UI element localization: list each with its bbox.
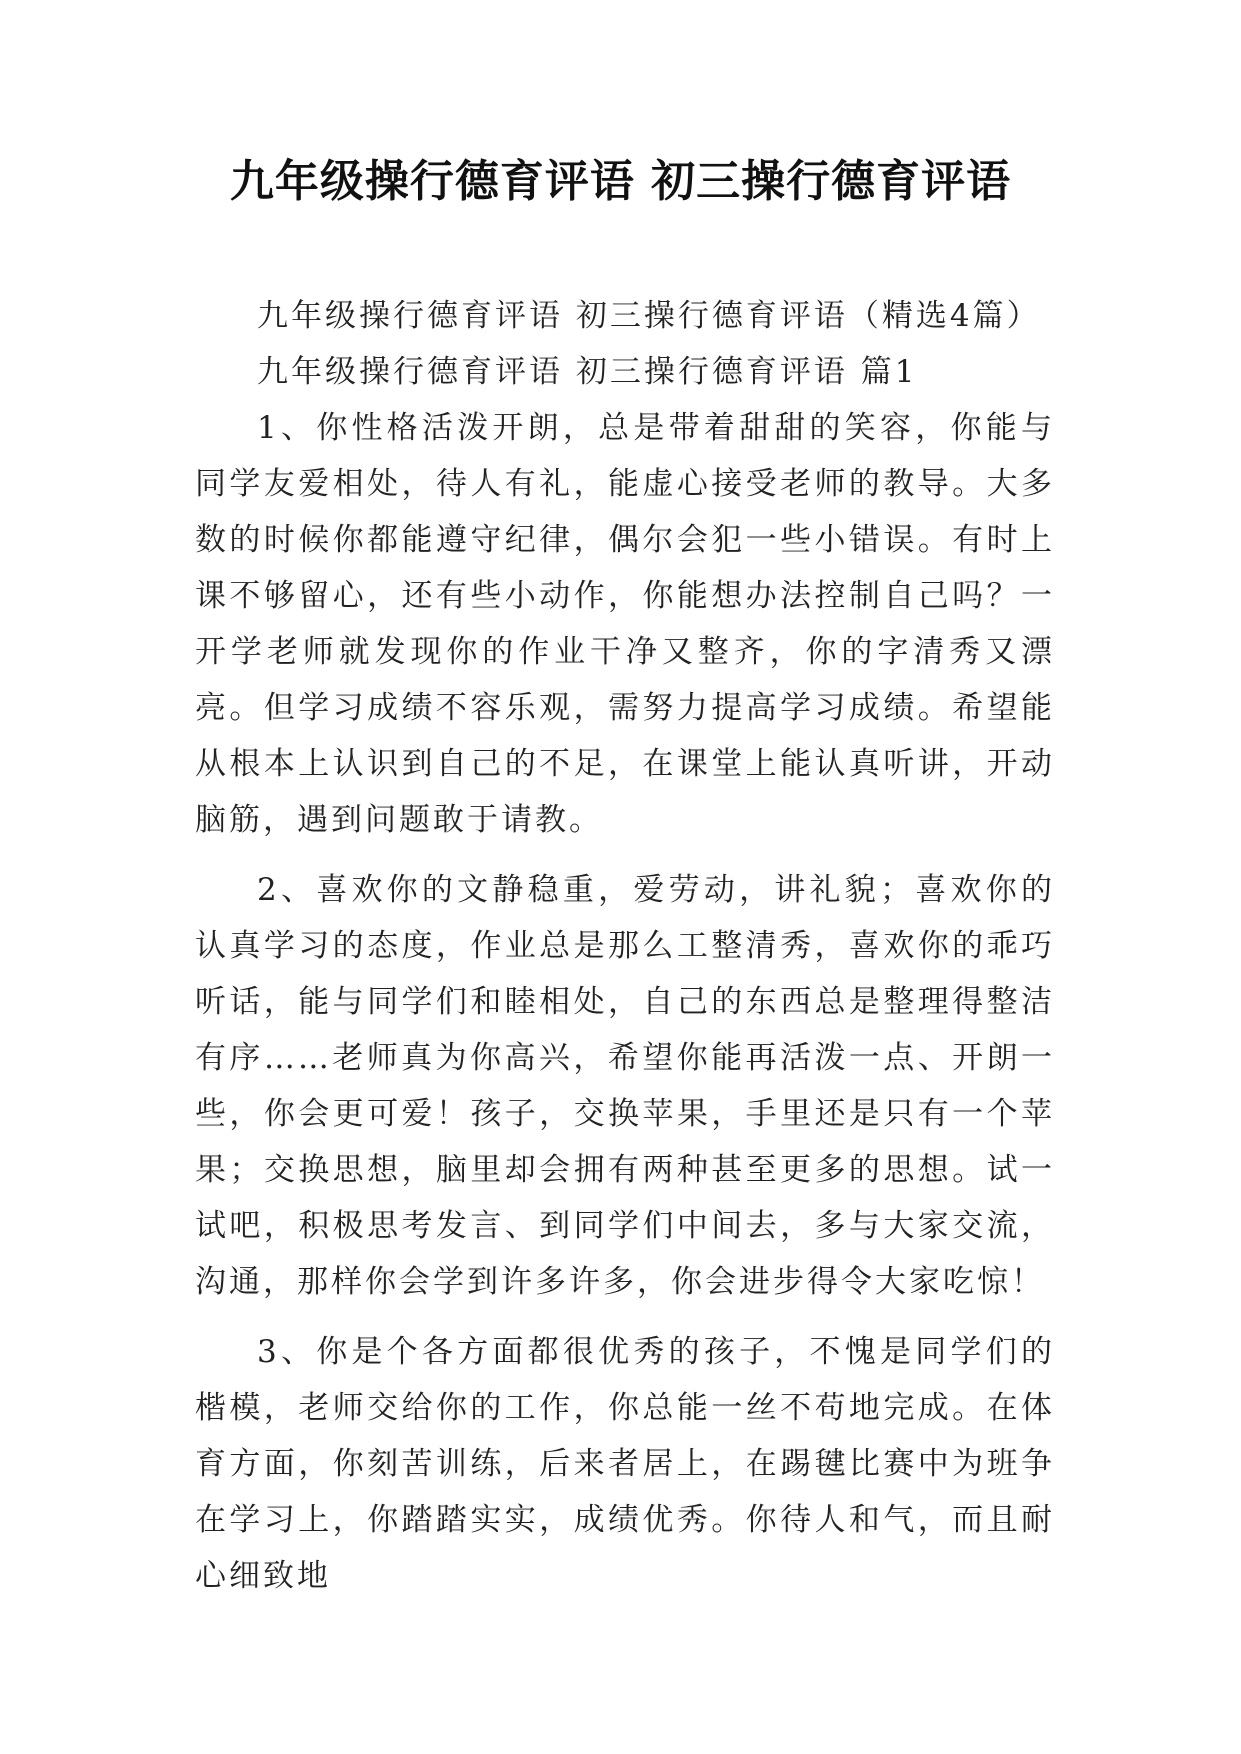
- paragraph-2: 2、喜欢你的文静稳重，爱劳动，讲礼貌；喜欢你的认真学习的态度，作业总是那么工整清秀，喜欢你的乖巧听话，能与同学们和睦相处，自己的东西总是整理得整洁有序……老师真为你高兴，希望你能再活泼一点、开朗一些，你会更可爱！孩子，交换苹果，手里还是只有一个苹果；交换思想，脑里却会拥有两种甚至更多的思想。试一试吧，积极思考发言、到同学们中间去，多与大家交流，沟通，那样你会学到许多许多，你会进步得令大家吃惊！: [195, 872, 1055, 1300]
- document-title: 九年级操行德育评语 初三操行德育评语: [229, 156, 1012, 207]
- document-subtitle: 九年级操行德育评语 初三操行德育评语（精选4篇）: [257, 298, 1041, 334]
- paragraph-1: 1、你性格活泼开朗，总是带着甜甜的笑容，你能与同学友爱相处，待人有礼，能虚心接受老师的教导。大多数的时候你都能遵守纪律，偶尔会犯一些小错误。有时上课不够留心，还有些小动作，你能想办法控制自己吗？一开学老师就发现你的作业干净又整齐，你的字清秀又漂亮。但学习成绩不容乐观，需努力提高学习成绩。希望能从根本上认识到自己的不足，在课堂上能认真听讲，开动脑筋，遇到问题敢于请教。: [195, 410, 1055, 838]
- section-heading: 九年级操行德育评语 初三操行德育评语 篇1: [257, 354, 918, 390]
- paragraph-3: 3、你是个各方面都很优秀的孩子，不愧是同学们的楷模，老师交给你的工作，你总能一丝不苟地完成。在体育方面，你刻苦训练，后来者居上，在踢毽比赛中为班争在学习上，你踏踏实实，成绩优秀。你待人和气，而且耐心细致地: [195, 1334, 1055, 1594]
- document-body: [195, 288, 1055, 1604]
